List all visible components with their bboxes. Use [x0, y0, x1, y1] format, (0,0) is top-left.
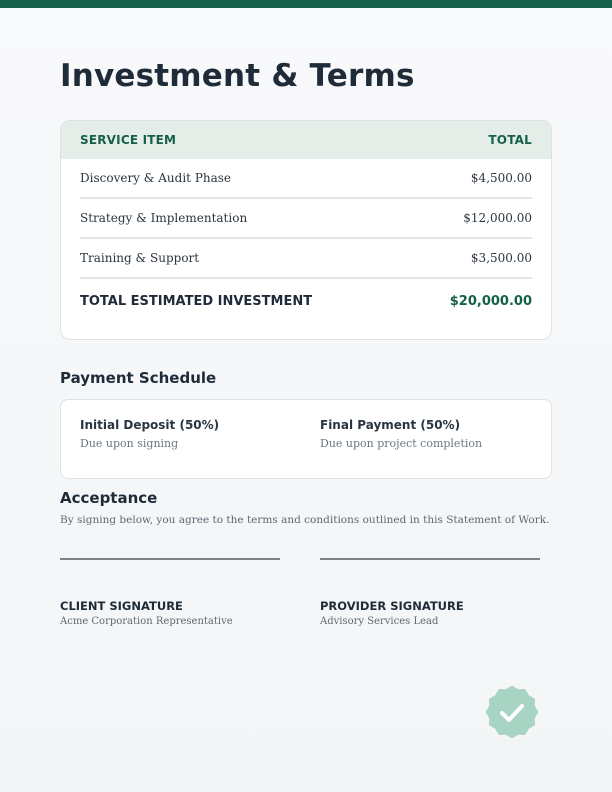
payment-item-title: Initial Deposit (50%) [80, 418, 220, 432]
provider-signature-line[interactable] [320, 558, 540, 560]
total-label: TOTAL ESTIMATED INVESTMENT [80, 293, 313, 309]
service-item-amount: $4,500.00 [470, 171, 532, 185]
table-header [61, 121, 551, 159]
client-signature-label: CLIENT SIGNATURE [60, 599, 183, 613]
acceptance-title: Acceptance [60, 489, 158, 507]
investment-table [60, 120, 552, 340]
client-signature-block [60, 599, 233, 627]
payment-item-title: Final Payment (50%) [320, 418, 461, 432]
total-amount: $20,000.00 [449, 293, 532, 309]
payment-schedule-card [60, 399, 552, 479]
client-signature-sub: Acme Corporation Representative [60, 616, 233, 627]
total-row [80, 279, 532, 323]
service-item-name: Training & Support [80, 251, 200, 265]
acceptance-text: By signing below, you agree to the terms and conditions outlined in this Statement of Work. [60, 514, 550, 526]
header-total: TOTAL [488, 133, 532, 147]
provider-signature-block [320, 599, 464, 627]
table-row [80, 239, 532, 279]
service-item-amount: $3,500.00 [470, 251, 532, 265]
client-signature-line[interactable] [60, 558, 280, 560]
table-row [80, 199, 532, 239]
page-title: Investment & Terms [60, 58, 415, 94]
payment-item-deposit [80, 418, 219, 450]
payment-schedule-title: Payment Schedule [60, 369, 217, 387]
provider-signature-sub: Advisory Services Lead [320, 616, 439, 627]
top-accent-bar [0, 0, 612, 8]
checkmark-seal-icon [485, 685, 539, 739]
table-row [80, 159, 532, 199]
service-item-amount: $12,000.00 [463, 211, 532, 225]
payment-item-desc: Due upon signing [80, 437, 179, 450]
payment-item-final [320, 418, 482, 450]
provider-signature-label: PROVIDER SIGNATURE [320, 599, 464, 613]
payment-item-desc: Due upon project completion [320, 437, 483, 450]
service-item-name: Strategy & Implementation [80, 211, 248, 225]
service-item-name: Discovery & Audit Phase [80, 171, 232, 185]
header-service-item: SERVICE ITEM [80, 133, 177, 147]
